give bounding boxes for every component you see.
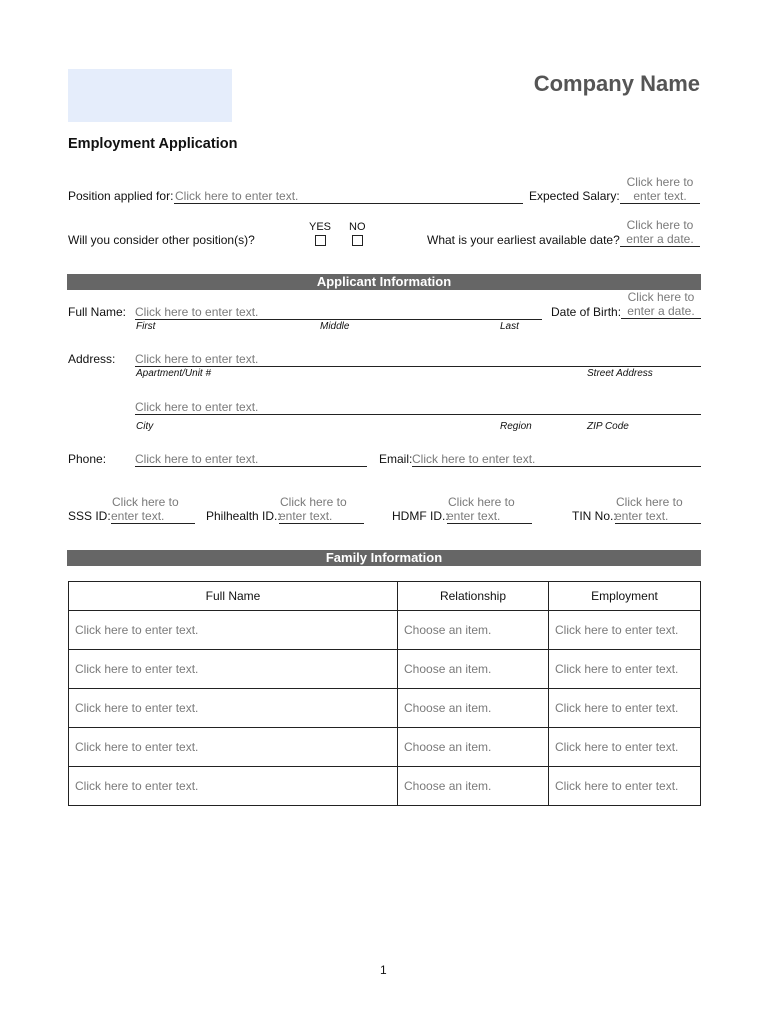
zip-caption: ZIP Code bbox=[587, 421, 629, 432]
table-row bbox=[69, 611, 701, 650]
salary-input-line1: Click here to bbox=[626, 175, 694, 189]
earliest-date-line1: Click here to bbox=[626, 218, 694, 232]
family-employment-input[interactable]: Click here to enter text. bbox=[549, 689, 701, 728]
salary-input-line2: enter text. bbox=[620, 189, 700, 204]
family-employment-input[interactable]: Click here to enter text. bbox=[549, 728, 701, 767]
logo-placeholder bbox=[68, 69, 232, 122]
dob-line2: enter a date. bbox=[621, 304, 701, 319]
earliest-date-question: What is your earliest available date? bbox=[427, 233, 620, 247]
email-label: Email: bbox=[379, 452, 413, 466]
earliest-date-input[interactable] bbox=[620, 218, 700, 247]
family-relationship-select[interactable]: Choose an item. bbox=[398, 767, 549, 806]
city-caption: City bbox=[136, 421, 154, 432]
family-table bbox=[68, 581, 701, 806]
phone-input[interactable]: Click here to enter text. bbox=[135, 452, 367, 467]
family-table-header bbox=[69, 582, 701, 611]
sss-line1: Click here to bbox=[112, 495, 179, 509]
page-number: 1 bbox=[380, 963, 387, 977]
salary-input[interactable] bbox=[620, 175, 700, 204]
family-relationship-select[interactable]: Choose an item. bbox=[398, 728, 549, 767]
family-full-name-input[interactable]: Click here to enter text. bbox=[69, 767, 398, 806]
philhealth-line1: Click here to bbox=[280, 495, 347, 509]
family-relationship-select[interactable]: Choose an item. bbox=[398, 689, 549, 728]
tin-line1: Click here to bbox=[616, 495, 683, 509]
hdmf-input[interactable] bbox=[447, 495, 532, 524]
address-label: Address: bbox=[68, 352, 116, 366]
apartment-caption: Apartment/Unit # bbox=[136, 368, 212, 379]
salary-label: Expected Salary: bbox=[529, 189, 620, 203]
phone-label: Phone: bbox=[68, 452, 107, 466]
other-position-question: Will you consider other position(s)? bbox=[68, 233, 255, 247]
family-full-name-input[interactable]: Click here to enter text. bbox=[69, 728, 398, 767]
table-row bbox=[69, 767, 701, 806]
company-name: Company Name bbox=[533, 71, 700, 96]
form-title: Employment Application bbox=[68, 136, 238, 152]
middle-caption: Middle bbox=[320, 321, 350, 332]
dob-line1: Click here to bbox=[627, 290, 695, 304]
position-input[interactable]: Click here to enter text. bbox=[174, 189, 523, 204]
family-relationship-select[interactable]: Choose an item. bbox=[398, 650, 549, 689]
sss-input[interactable] bbox=[111, 495, 195, 524]
family-employment-input[interactable]: Click here to enter text. bbox=[549, 611, 701, 650]
table-row bbox=[69, 728, 701, 767]
yes-label: YES bbox=[309, 221, 332, 233]
philhealth-input[interactable] bbox=[279, 495, 364, 524]
family-full-name-input[interactable]: Click here to enter text. bbox=[69, 689, 398, 728]
family-full-name-input[interactable]: Click here to enter text. bbox=[69, 650, 398, 689]
sss-label: SSS ID: bbox=[68, 509, 111, 523]
first-caption: First bbox=[136, 321, 156, 332]
street-caption: Street Address bbox=[587, 368, 653, 379]
city-input[interactable]: Click here to enter text. bbox=[135, 400, 701, 415]
col-header-full-name: Full Name bbox=[69, 582, 398, 611]
email-input[interactable]: Click here to enter text. bbox=[412, 452, 701, 467]
family-section-title: Family Information bbox=[67, 550, 701, 566]
hdmf-line1: Click here to bbox=[448, 495, 515, 509]
table-row bbox=[69, 689, 701, 728]
hdmf-label: HDMF ID.: bbox=[392, 509, 449, 523]
family-relationship-select[interactable]: Choose an item. bbox=[398, 611, 549, 650]
applicant-section-title: Applicant Information bbox=[67, 274, 701, 290]
region-caption: Region bbox=[500, 421, 532, 432]
table-row bbox=[69, 650, 701, 689]
full-name-label: Full Name: bbox=[68, 305, 127, 319]
sss-line2: enter text. bbox=[111, 509, 195, 524]
family-employment-input[interactable]: Click here to enter text. bbox=[549, 650, 701, 689]
dob-label: Date of Birth: bbox=[551, 305, 622, 319]
philhealth-line2: enter text. bbox=[279, 509, 364, 524]
last-caption: Last bbox=[500, 321, 519, 332]
no-label: NO bbox=[349, 221, 366, 233]
family-employment-input[interactable]: Click here to enter text. bbox=[549, 767, 701, 806]
col-header-relationship: Relationship bbox=[398, 582, 549, 611]
tin-label: TIN No.: bbox=[572, 509, 617, 523]
tin-line2: enter text. bbox=[615, 509, 701, 524]
no-checkbox[interactable] bbox=[352, 235, 363, 246]
earliest-date-line2: enter a date. bbox=[620, 232, 700, 247]
position-label: Position applied for: bbox=[68, 189, 174, 203]
address-input[interactable]: Click here to enter text. bbox=[135, 352, 701, 367]
dob-input[interactable] bbox=[621, 290, 701, 319]
full-name-input[interactable]: Click here to enter text. bbox=[135, 305, 542, 320]
tin-input[interactable] bbox=[615, 495, 701, 524]
yes-checkbox[interactable] bbox=[315, 235, 326, 246]
philhealth-label: Philhealth ID.: bbox=[206, 509, 281, 523]
col-header-employment: Employment bbox=[549, 582, 701, 611]
hdmf-line2: enter text. bbox=[447, 509, 532, 524]
family-full-name-input[interactable]: Click here to enter text. bbox=[69, 611, 398, 650]
